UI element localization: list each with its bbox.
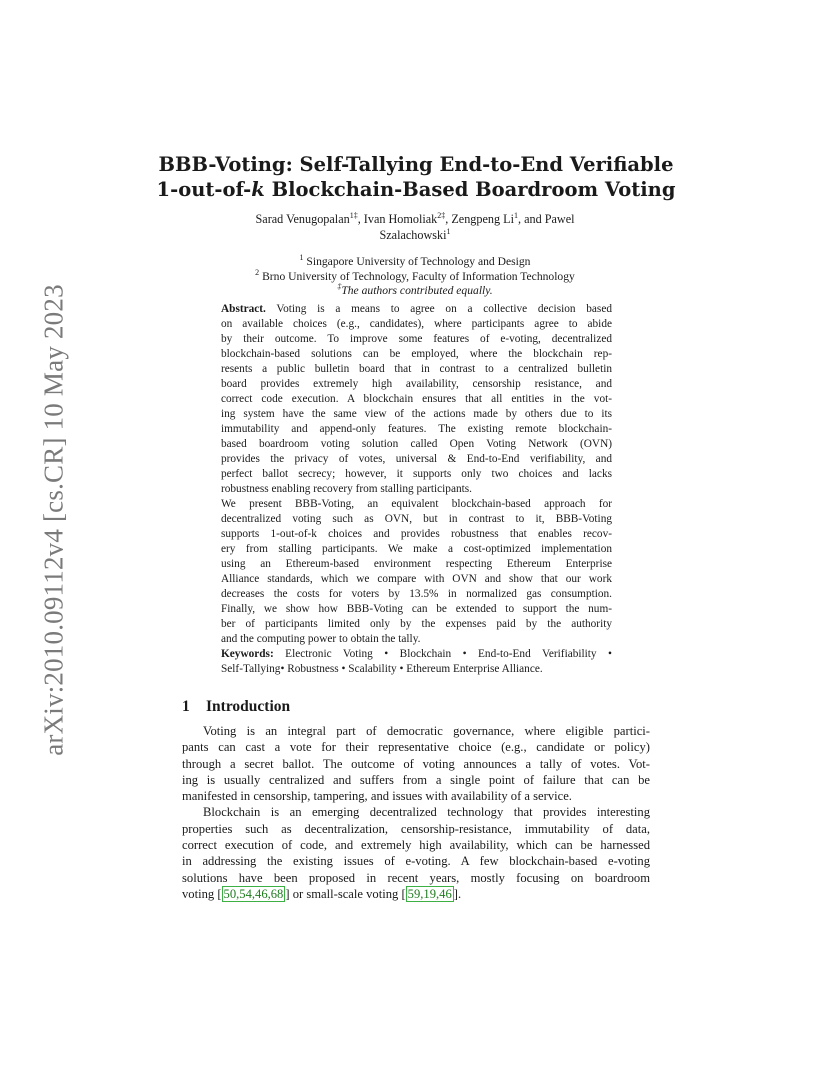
- affiliations: [200, 255, 630, 299]
- arxiv-stamp: arXiv:2010.09112v4 [cs.CR] 10 May 2023: [38, 284, 69, 756]
- body-line: voting [ 50,54,46,68 ] or small-scale voting [ 59,19,46 ].: [182, 886, 462, 901]
- abstract-line: perfect ballot secrecy; however, it supports only two choices and lacks: [221, 468, 612, 480]
- keywords-line: Keywords: Electronic Voting • Blockchain • End-to-End Verifiability •: [221, 648, 612, 660]
- abstract-line: ber of participants limited only by the expenses paid by the authority: [221, 618, 612, 630]
- section-heading: [182, 698, 290, 716]
- body-line: correct execution of code, and extremely high availability, which can be harnessed: [182, 838, 650, 853]
- abstract-line: We present BBB-Voting, an equivalent blockchain-based approach for: [221, 498, 612, 510]
- abstract-line: resents a public bulletin board that in contrast to a centralized bulletin: [221, 363, 612, 375]
- abstract-line: decreases the costs for voters by 13.5% in normalized gas consumption.: [221, 588, 612, 600]
- abstract-line: based boardroom voting solution called Open Voting Network (OVN): [221, 438, 612, 450]
- author-name: , and Pawel: [517, 212, 575, 226]
- author-name: Szalachowski: [379, 228, 447, 242]
- abstract-line: ing system have the same view of the actions made by others due to its: [221, 408, 612, 420]
- author-name: Sarad Venugopalan: [255, 212, 350, 226]
- paper-title: [150, 152, 682, 202]
- section-title: Introduction: [206, 698, 291, 715]
- author-name: , Ivan Homoliak: [357, 212, 438, 226]
- abstract-line: decentralized voting such as OVN, but in contrast to it, BBB-Voting: [221, 513, 612, 525]
- abstract: [221, 302, 612, 677]
- title-line-2: 1-out-of-k Blockchain-Based Boardroom Voting: [156, 178, 676, 201]
- body-line: pants can cast a vote for their representative choice (e.g., candidate or policy): [182, 740, 650, 755]
- keywords-label: Keywords:: [221, 648, 274, 660]
- affiliation: $^2$ Brno University of Technology, Faculty of Information Technology: [255, 267, 575, 283]
- body-line: through a secret ballot. The outcome of voting announces a tally of votes. Vot-: [182, 756, 650, 771]
- abstract-line: immutability and append-only features. The existing remote blockchain-: [221, 423, 612, 435]
- keywords-line: Self-Tallying• Robustness • Scalability • Ethereum Enterprise Alliance.: [221, 663, 543, 675]
- abstract-line: Finally, we show how BBB-Voting can be extended to support the num-: [221, 603, 612, 615]
- body-line: Blockchain is an emerging decentralized technology that provides interesting: [203, 805, 650, 820]
- body-line: properties such as decentralization, censorship-resistance, immutability of data,: [182, 821, 650, 836]
- body-line: solutions have been proposed in recent years, mostly focusing on boardroom: [182, 870, 650, 885]
- abstract-line: robustness enabling recovery from stalling participants.: [221, 483, 472, 495]
- abstract-line: provides the privacy of votes, universal & End-to-End verifiability, and: [221, 453, 612, 465]
- author-list: Sarad Venugopalan$^{1\ddagger}$, Ivan Homoliak$^{2\ddagger}$, Zengpeng Li$^1$, and Pawel Szalachowski$^1$: [255, 211, 575, 242]
- abstract-line: using an Ethereum-based environment respecting Ethereum Enterprise: [221, 558, 612, 570]
- abstract-line: Abstract. Voting is a means to agree on a collective decision based: [221, 303, 612, 315]
- title-line-1: BBB-Voting: Self-Tallying End-to-End Verifiable: [158, 153, 674, 176]
- affiliation: $^1$ Singapore University of Technology and Design: [299, 253, 531, 268]
- citation-link[interactable]: 50,54,46,68: [223, 886, 284, 901]
- abstract-line: correct code execution. A blockchain ensures that all entities in the vot-: [221, 393, 612, 405]
- introduction-body: [182, 723, 650, 902]
- equal-contribution-note: ‡The authors contributed equally.: [337, 282, 493, 298]
- body-line: Voting is an integral part of democratic governance, where eligible partici-: [203, 724, 650, 738]
- abstract-line: board provides extremely high availability, censorship resistance, and: [221, 378, 612, 390]
- abstract-line: and the computing power to obtain the tally.: [221, 633, 421, 645]
- abstract-line: blockchain-based solutions can be employed, where the blockchain rep-: [221, 348, 612, 360]
- citation-link[interactable]: 59,19,46: [407, 886, 452, 901]
- abstract-line: by their outcome. To improve some features of e-voting, decentralized: [221, 333, 612, 345]
- author-name: , Zengpeng Li: [445, 212, 514, 226]
- body-line: manifested in censorship, tampering, and issues with availability of a service.: [182, 789, 572, 804]
- abstract-line: ery from stalling participants. We make a cost-optimized implementation: [221, 543, 612, 555]
- abstract-label: Abstract.: [221, 303, 266, 315]
- abstract-line: on available choices (e.g., candidates), where participants agree to abide: [221, 318, 612, 330]
- section-number: 1: [182, 698, 190, 715]
- body-line: in addressing the existing issues of e-voting. A few blockchain-based e-voting: [182, 854, 650, 869]
- abstract-line: supports 1-out-of-k choices and provides robustness that enables recov-: [221, 528, 612, 540]
- abstract-line: Alliance standards, which we compare with OVN and show that our work: [221, 573, 612, 585]
- body-line: ing is usually centralized and suffers from a single point of failure that can be: [182, 772, 650, 787]
